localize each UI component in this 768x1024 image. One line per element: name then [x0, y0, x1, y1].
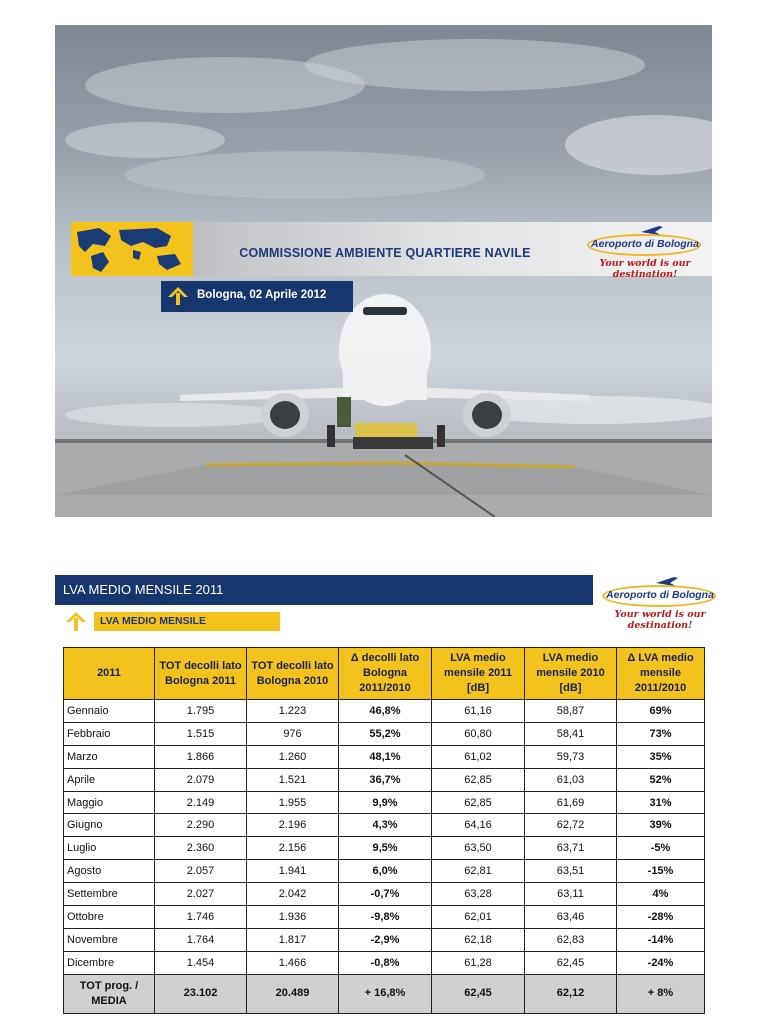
table-row	[64, 928, 705, 951]
table-row	[64, 837, 705, 860]
arrow-up-icon	[66, 612, 86, 631]
table-cell: 9,5%	[339, 837, 432, 860]
row-label-cell: Novembre	[64, 928, 155, 951]
row-label-cell: Giugno	[64, 814, 155, 837]
cover-photo	[55, 25, 712, 517]
col-header: LVA medio mensile 2011 [dB]	[432, 648, 525, 700]
table-cell: 1.866	[155, 745, 247, 768]
world-map-image	[71, 222, 193, 276]
table-cell: -5%	[617, 837, 705, 860]
table-cell: 2.290	[155, 814, 247, 837]
table-cell: -28%	[617, 906, 705, 929]
table-cell: 1.515	[155, 722, 247, 745]
table-cell: 2.042	[247, 883, 339, 906]
lva-table	[63, 647, 705, 1014]
date-label-box	[161, 281, 353, 312]
col-header: Δ decolli lato Bologna 2011/2010	[339, 648, 432, 700]
table-total-row	[64, 974, 705, 1013]
table-cell: 59,73	[525, 745, 617, 768]
table-cell: 62,81	[432, 860, 525, 883]
table-cell: 69%	[617, 700, 705, 723]
table-cell: 63,11	[525, 883, 617, 906]
table-cell: 1.521	[247, 768, 339, 791]
table-cell: 1.764	[155, 928, 247, 951]
table-cell: 1.955	[247, 791, 339, 814]
table-cell: -0,8%	[339, 951, 432, 974]
table-cell: 62,85	[432, 768, 525, 791]
col-header: TOT decolli lato Bologna 2011	[155, 648, 247, 700]
table-cell: 63,28	[432, 883, 525, 906]
table-cell: 6,0%	[339, 860, 432, 883]
table-cell: 62,85	[432, 791, 525, 814]
table-cell: 2.057	[155, 860, 247, 883]
table-cell: 63,51	[525, 860, 617, 883]
table-cell: 31%	[617, 791, 705, 814]
table-row	[64, 906, 705, 929]
col-header: LVA medio mensile 2010 [dB]	[525, 648, 617, 700]
table-cell: 46,8%	[339, 700, 432, 723]
row-label-cell: TOT prog. / MEDIA	[64, 974, 155, 1013]
slide-title: LVA MEDIO MENSILE 2011	[63, 582, 224, 597]
section-tag	[94, 612, 280, 631]
table-cell: 63,50	[432, 837, 525, 860]
table-cell: 23.102	[155, 974, 247, 1013]
table-cell: 64,16	[432, 814, 525, 837]
aeroporto-logo	[583, 224, 707, 280]
table-cell: 1.454	[155, 951, 247, 974]
row-label-cell: Febbraio	[64, 722, 155, 745]
table-cell: 2.079	[155, 768, 247, 791]
table-cell: 1.260	[247, 745, 339, 768]
section-tag-label: LVA MEDIO MENSILE	[100, 615, 206, 627]
table-cell: 52%	[617, 768, 705, 791]
table-cell: 58,87	[525, 700, 617, 723]
row-label-cell: Aprile	[64, 768, 155, 791]
table-cell: 1.941	[247, 860, 339, 883]
table-row	[64, 791, 705, 814]
table-cell: 62,72	[525, 814, 617, 837]
row-label-cell: Agosto	[64, 860, 155, 883]
table-cell: 63,71	[525, 837, 617, 860]
table-cell: 61,69	[525, 791, 617, 814]
row-label-cell: Settembre	[64, 883, 155, 906]
table-cell: -2,9%	[339, 928, 432, 951]
table-cell: + 8%	[617, 974, 705, 1013]
table-cell: 2.027	[155, 883, 247, 906]
table-cell: 36,7%	[339, 768, 432, 791]
table-cell: 1.817	[247, 928, 339, 951]
table-cell: 63,46	[525, 906, 617, 929]
row-label-cell: Dicembre	[64, 951, 155, 974]
table-cell: -14%	[617, 928, 705, 951]
table-row	[64, 951, 705, 974]
table-cell: 2.196	[247, 814, 339, 837]
table-cell: 4%	[617, 883, 705, 906]
col-header: Δ LVA medio mensile 2011/2010	[617, 648, 705, 700]
table-cell: 62,12	[525, 974, 617, 1013]
table-cell: 73%	[617, 722, 705, 745]
logo-name: Aeroporto di Bologna	[606, 589, 714, 601]
table-cell: -24%	[617, 951, 705, 974]
logo-name: Aeroporto di Bologna	[591, 238, 699, 250]
slide-header	[55, 575, 593, 605]
table-cell: -0,7%	[339, 883, 432, 906]
table-cell: 1.746	[155, 906, 247, 929]
table-cell: 9,9%	[339, 791, 432, 814]
table-cell: 20.489	[247, 974, 339, 1013]
cover-title: COMMISSIONE AMBIENTE QUARTIERE NAVILE	[239, 246, 531, 260]
table-cell: 62,45	[432, 974, 525, 1013]
table-cell: 1.795	[155, 700, 247, 723]
table-cell: 58,41	[525, 722, 617, 745]
table-cell: 1.466	[247, 951, 339, 974]
table-cell: 60,80	[432, 722, 525, 745]
arrow-up-icon	[168, 287, 188, 305]
table-cell: 1.936	[247, 906, 339, 929]
table-row	[64, 722, 705, 745]
table-row	[64, 768, 705, 791]
row-label-cell: Ottobre	[64, 906, 155, 929]
row-label-cell: Luglio	[64, 837, 155, 860]
aeroporto-logo-2	[598, 575, 722, 631]
table-cell: 61,02	[432, 745, 525, 768]
logo-slogan: Your world is our destination!	[599, 258, 691, 280]
table-header-row	[64, 648, 705, 700]
col-header: 2011	[64, 648, 155, 700]
table-cell: 62,01	[432, 906, 525, 929]
table-cell: 2.156	[247, 837, 339, 860]
table-cell: + 16,8%	[339, 974, 432, 1013]
table-cell: 62,18	[432, 928, 525, 951]
table-cell: -9,8%	[339, 906, 432, 929]
table-cell: 48,1%	[339, 745, 432, 768]
table-cell: 62,45	[525, 951, 617, 974]
table-cell: 61,03	[525, 768, 617, 791]
table-cell: 61,16	[432, 700, 525, 723]
table-cell: 2.360	[155, 837, 247, 860]
table-row	[64, 745, 705, 768]
table-cell: 39%	[617, 814, 705, 837]
row-label-cell: Marzo	[64, 745, 155, 768]
table-row	[64, 700, 705, 723]
table-row	[64, 814, 705, 837]
col-header: TOT decolli lato Bologna 2010	[247, 648, 339, 700]
table-cell: 1.223	[247, 700, 339, 723]
logo-slogan: Your world is our destination!	[614, 609, 706, 631]
table-cell: 62,83	[525, 928, 617, 951]
table-cell: 35%	[617, 745, 705, 768]
table-row	[64, 883, 705, 906]
table-cell: 61,28	[432, 951, 525, 974]
table-cell: 55,2%	[339, 722, 432, 745]
row-label-cell: Gennaio	[64, 700, 155, 723]
table-row	[64, 860, 705, 883]
row-label-cell: Maggio	[64, 791, 155, 814]
table-cell: -15%	[617, 860, 705, 883]
table-cell: 2.149	[155, 791, 247, 814]
table-cell: 4,3%	[339, 814, 432, 837]
table-cell: 976	[247, 722, 339, 745]
cover-date: Bologna, 02 Aprile 2012	[197, 289, 327, 301]
